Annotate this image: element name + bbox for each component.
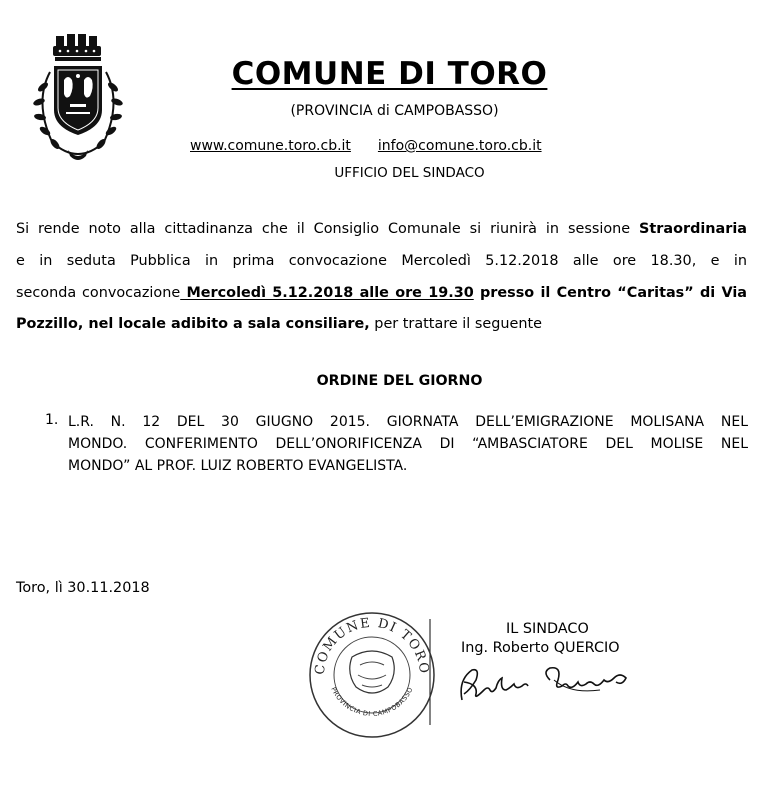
agenda-item-number: 1. xyxy=(45,412,59,428)
notice-line-3: seconda convocazione Mercoledì 5.12.2018 alle ore 19.30 presso il Centro “Caritas” di Via xyxy=(16,285,747,301)
office-label: UFFICIO DEL SINDACO xyxy=(334,165,485,181)
agenda-item-line-2: MONDO. CONFERIMENTO DELL’ONORIFICENZA DI “AMBASCIATORE DEL MOLISE NEL xyxy=(68,436,748,452)
contact-links xyxy=(190,138,542,154)
mayor-title: IL SINDACO xyxy=(506,621,589,637)
notice-line-4: Pozzillo, nel locale adibito a sala consiliare, per trattare il seguente xyxy=(16,316,542,332)
agenda-heading: ORDINE DEL GIORNO xyxy=(316,373,483,389)
place-date: Toro, lì 30.11.2018 xyxy=(16,580,150,596)
seal-text-top: COMUNE DI TORO xyxy=(312,615,432,676)
mayor-name: Ing. Roberto QUERCIO xyxy=(461,640,620,656)
website-link[interactable]: www.comune.toro.cb.it xyxy=(190,138,351,154)
coat-of-arms-icon xyxy=(20,32,136,167)
seal-text-bottom: PROVINCIA DI CAMPOBASSO xyxy=(329,685,415,718)
svg-text:PROVINCIA DI CAMPOBASSO xyxy=(329,686,414,718)
page-title: COMUNE DI TORO xyxy=(231,56,548,92)
municipal-seal-icon xyxy=(302,605,442,740)
svg-text:COMUNE DI TORO xyxy=(313,616,432,676)
mayor-signature xyxy=(450,660,645,710)
notice-line-1: Si rende noto alla cittadinanza che il Consiglio Comunale si riunirà in sessione Straordinaria xyxy=(16,221,747,237)
agenda-item-line-3: MONDO” AL PROF. LUIZ ROBERTO EVANGELISTA. xyxy=(68,458,408,474)
agenda-item-line-1: L.R. N. 12 DEL 30 GIUGNO 2015. GIORNATA DELL’EMIGRAZIONE MOLISANA NEL xyxy=(68,414,748,430)
province-subtitle: (PROVINCIA di CAMPOBASSO) xyxy=(290,103,499,119)
email-link[interactable]: info@comune.toro.cb.it xyxy=(377,138,542,154)
notice-line-2: e in seduta Pubblica in prima convocazione Mercoledì 5.12.2018 alle ore 18.30, e in xyxy=(16,253,747,269)
